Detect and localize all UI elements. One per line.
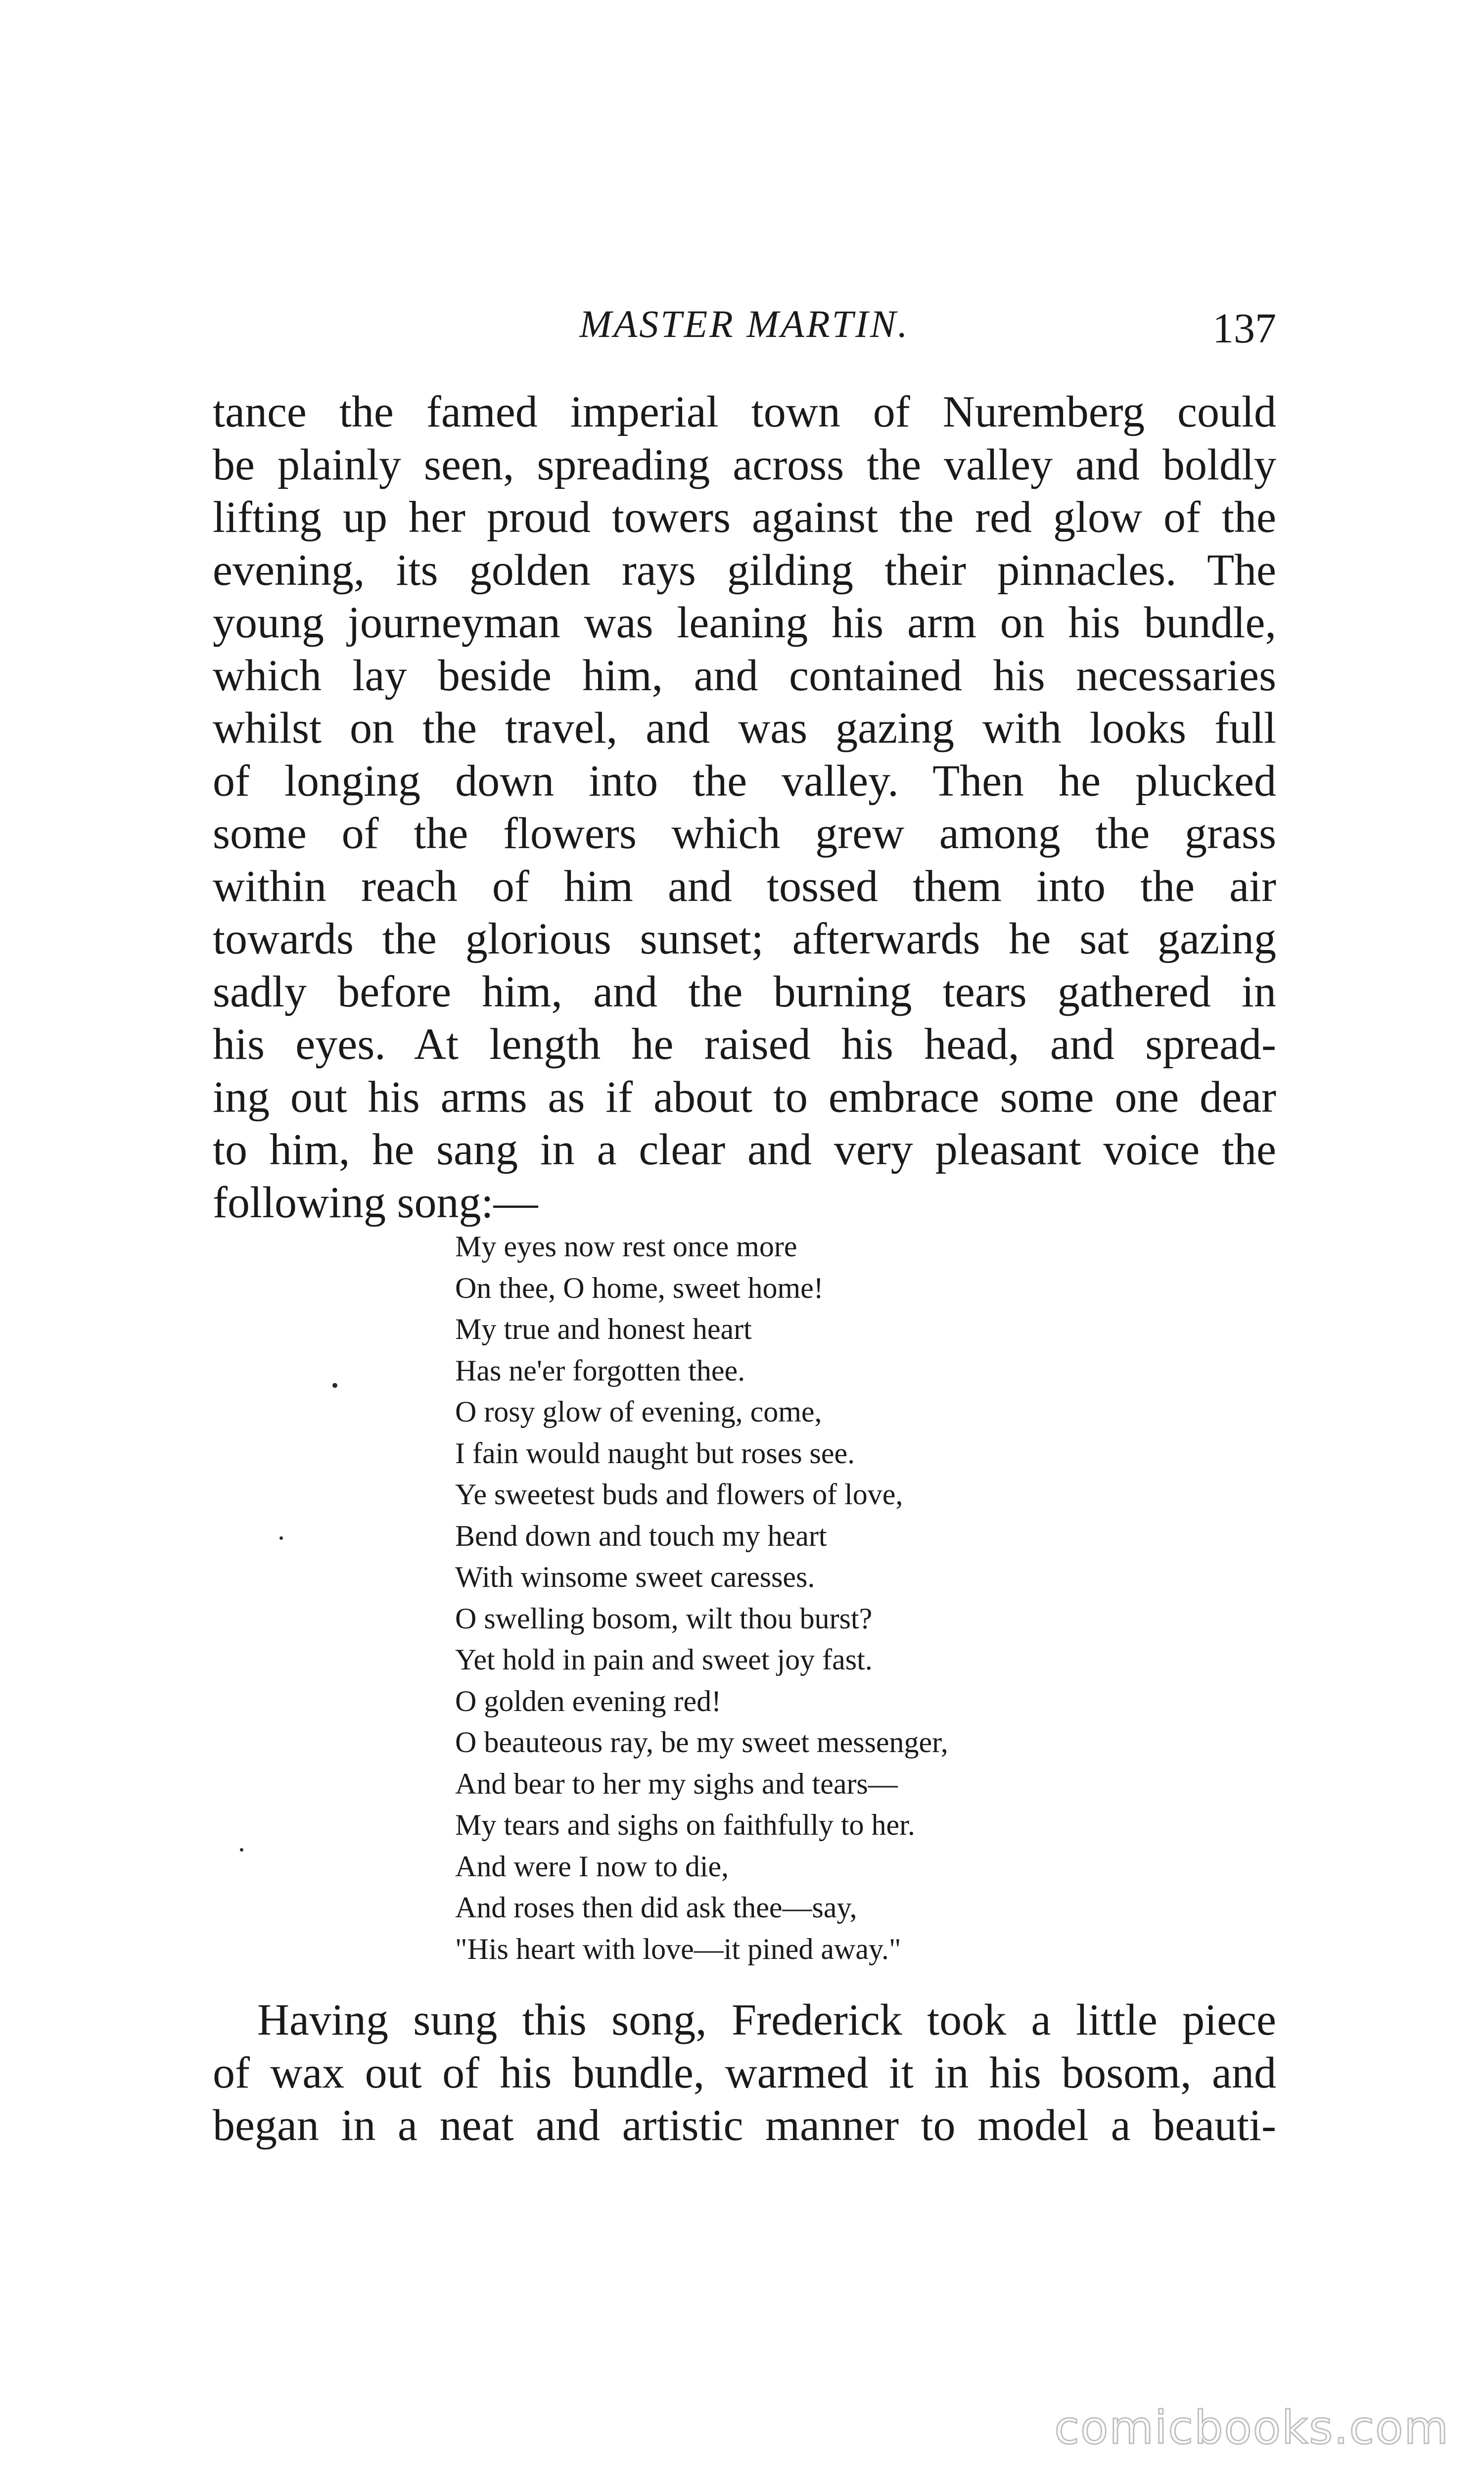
text-line: his eyes. At length he raised his head, and spread- — [213, 1020, 1276, 1069]
verse-line: My true and honest heart — [455, 1313, 752, 1345]
print-speck — [332, 1383, 337, 1388]
verse-line: Has ne'er forgotten thee. — [455, 1354, 745, 1387]
verse-line: My eyes now rest once more — [455, 1230, 797, 1263]
verse-line: O swelling bosom, wilt thou burst? — [455, 1602, 873, 1635]
text-line: within reach of him and tossed them into the air — [213, 861, 1276, 911]
verse-line: O beauteous ray, be my sweet messenger, — [455, 1726, 948, 1759]
verse-line: I fain would naught but roses see. — [455, 1436, 855, 1470]
text-line: to him, he sang in a clear and very pleasant voice the — [213, 1125, 1276, 1174]
verse-line: And were I now to die, — [455, 1850, 729, 1883]
print-speck — [279, 1536, 283, 1540]
verse-line: O rosy glow of evening, come, — [455, 1395, 822, 1428]
text-line: of longing down into the valley. Then he plucked — [213, 756, 1276, 806]
text-line: be plainly seen, spreading across the valley and boldly — [213, 440, 1276, 489]
text-line: tance the famed imperial town of Nuremberg could — [213, 387, 1276, 436]
verse-line: Ye sweetest buds and flowers of love, — [455, 1478, 903, 1511]
text-line: following song:— — [213, 1178, 538, 1227]
watermark: comicbooks.com — [1054, 2401, 1449, 2454]
text-line: began in a neat and artistic manner to model a beauti- — [213, 2101, 1276, 2150]
verse-line: Yet hold in pain and sweet joy fast. — [455, 1643, 873, 1676]
text-line: some of the flowers which grew among the grass — [213, 809, 1276, 858]
verse-line: My tears and sighs on faithfully to her. — [455, 1808, 915, 1841]
verse-line: On thee, O home, sweet home! — [455, 1271, 824, 1304]
text-line: Having sung this song, Frederick took a little piece — [257, 1996, 1276, 2045]
paragraph-1 — [213, 386, 1276, 1229]
text-line: lifting up her proud towers against the red glow of the — [213, 493, 1276, 542]
text-line: whilst on the travel, and was gazing with looks full — [213, 704, 1276, 753]
text-line: which lay beside him, and contained his necessaries — [213, 651, 1276, 700]
page-number: 137 — [1212, 304, 1276, 352]
song-verse — [455, 1226, 1296, 1970]
verse-line: "His heart with love—it pined away." — [455, 1932, 901, 1965]
text-line: sadly before him, and the burning tears gathered in — [213, 967, 1276, 1016]
print-speck — [240, 1848, 243, 1852]
verse-line: And roses then did ask thee—say, — [455, 1891, 857, 1924]
text-line: evening, its golden rays gilding their pinnacles. The — [213, 545, 1276, 595]
verse-line: With winsome sweet caresses. — [455, 1561, 815, 1593]
verse-line: O golden evening red! — [455, 1684, 722, 1717]
paragraph-2 — [213, 1994, 1276, 2152]
running-title: MASTER MARTIN. — [579, 302, 910, 345]
running-head — [213, 297, 1276, 366]
text-line: young journeyman was leaning his arm on his bundle, — [213, 598, 1276, 647]
text-line: of wax out of his bundle, warmed it in his bosom, and — [213, 2048, 1276, 2097]
text-line: ing out his arms as if about to embrace some one dear — [213, 1072, 1276, 1122]
verse-line: Bend down and touch my heart — [455, 1519, 827, 1552]
verse-line: And bear to her my sighs and tears— — [455, 1767, 898, 1800]
text-line: towards the glorious sunset; afterwards he sat gazing — [213, 914, 1276, 963]
